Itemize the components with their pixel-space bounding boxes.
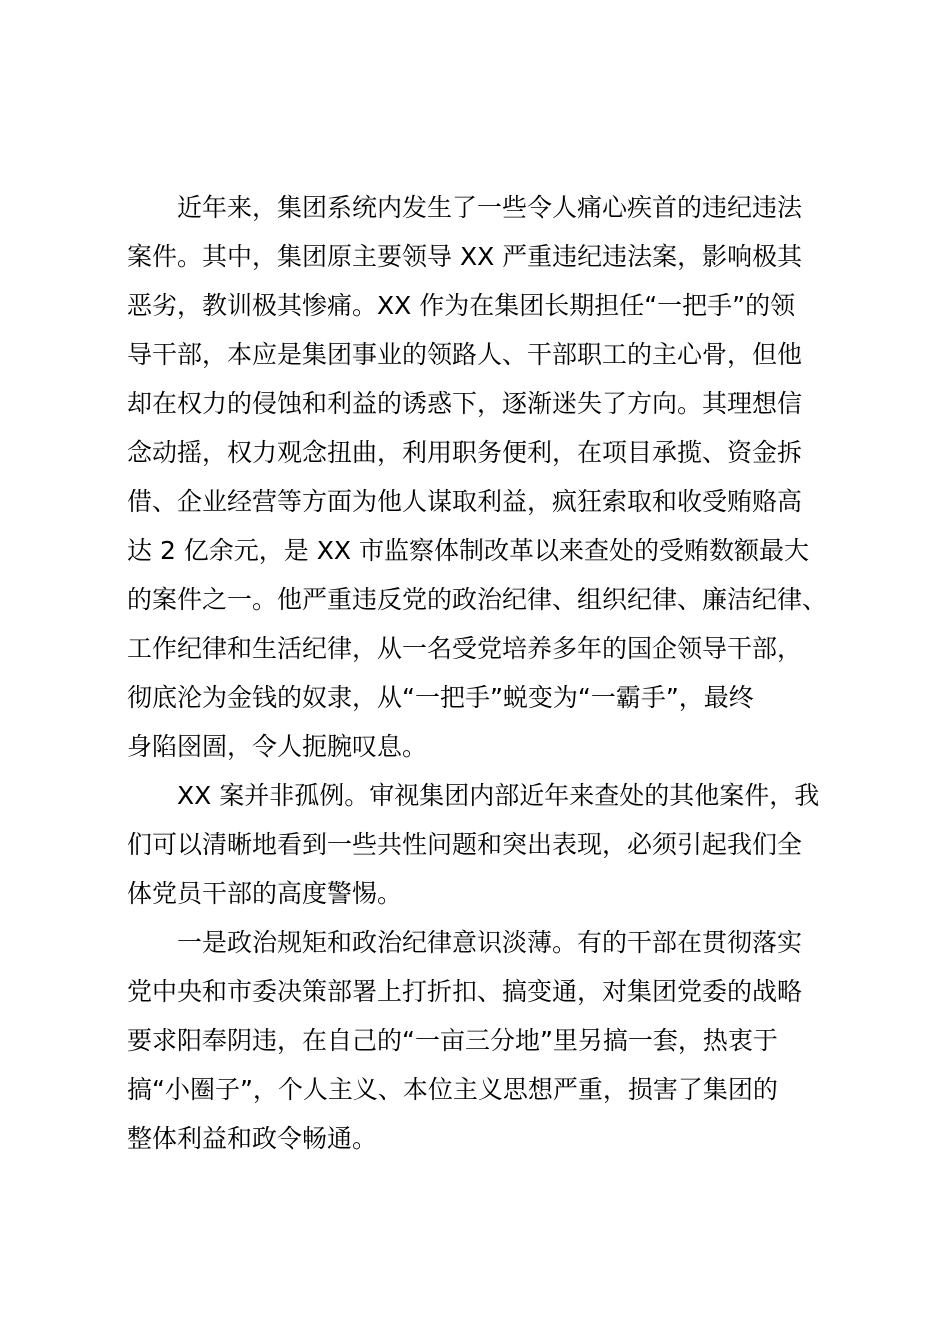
paragraph-line: 近年来，集团系统内发生了一些令人痛心疾首的违纪违法 (177, 193, 803, 222)
paragraph (127, 183, 833, 771)
paragraph-line: 一是政治规矩和政治纪律意识淡薄。有的干部在贯彻落实 (177, 928, 803, 957)
document-body (127, 183, 833, 1163)
paragraph (127, 771, 833, 918)
paragraph-line: 导干部，本应是集团事业的领路人、干部职工的主心骨，但他 (127, 340, 803, 369)
paragraph-line: 却在权力的侵蚀和利益的诱惑下，逐渐迷失了方向。其理想信 (127, 389, 803, 418)
paragraph-line: 案件。其中，集团原主要领导 XX 严重违纪违法案，影响极其 (127, 242, 803, 271)
paragraph-line: 工作纪律和生活纪律，从一名受党培养多年的国企领导干部， (127, 634, 803, 663)
paragraph (127, 918, 833, 1163)
paragraph-line: 要求阳奉阴违，在自己的“一亩三分地”里另搞一套，热衷于 (127, 1026, 778, 1055)
paragraph-line: 的案件之一。他严重违反党的政治纪律、组织纪律、廉洁纪律、 (127, 585, 828, 614)
paragraph-line: 彻底沦为金钱的奴隶，从“一把手”蜕变为“一霸手”，最终 (127, 683, 754, 712)
paragraph-line: 念动摇，权力观念扭曲，利用职务便利，在项目承揽、资金拆 (127, 438, 803, 467)
paragraph-line: 体党员干部的高度警惕。 (127, 879, 403, 908)
paragraph-line: 借、企业经营等方面为他人谋取利益，疯狂索取和收受贿赂高 (127, 487, 803, 516)
paragraph-line: 达 2 亿余元，是 XX 市监察体制改革以来查处的受贿数额最大 (127, 536, 809, 565)
paragraph-line: 恶劣，教训极其惨痛。XX 作为在集团长期担任“一把手”的领 (127, 291, 796, 320)
paragraph-line: XX 案并非孤例。审视集团内部近年来查处的其他案件，我 (177, 781, 820, 810)
paragraph-line: 党中央和市委决策部署上打折扣、搞变通，对集团党委的战略 (127, 977, 803, 1006)
paragraph-line: 们可以清晰地看到一些共性问题和突出表现，必须引起我们全 (127, 830, 803, 859)
paragraph-line: 搞“小圈子”，个人主义、本位主义思想严重，损害了集团的 (127, 1075, 778, 1104)
paragraph-line: 整体利益和政令畅通。 (127, 1124, 378, 1153)
paragraph-line: 身陷囹圄，令人扼腕叹息。 (127, 732, 428, 761)
